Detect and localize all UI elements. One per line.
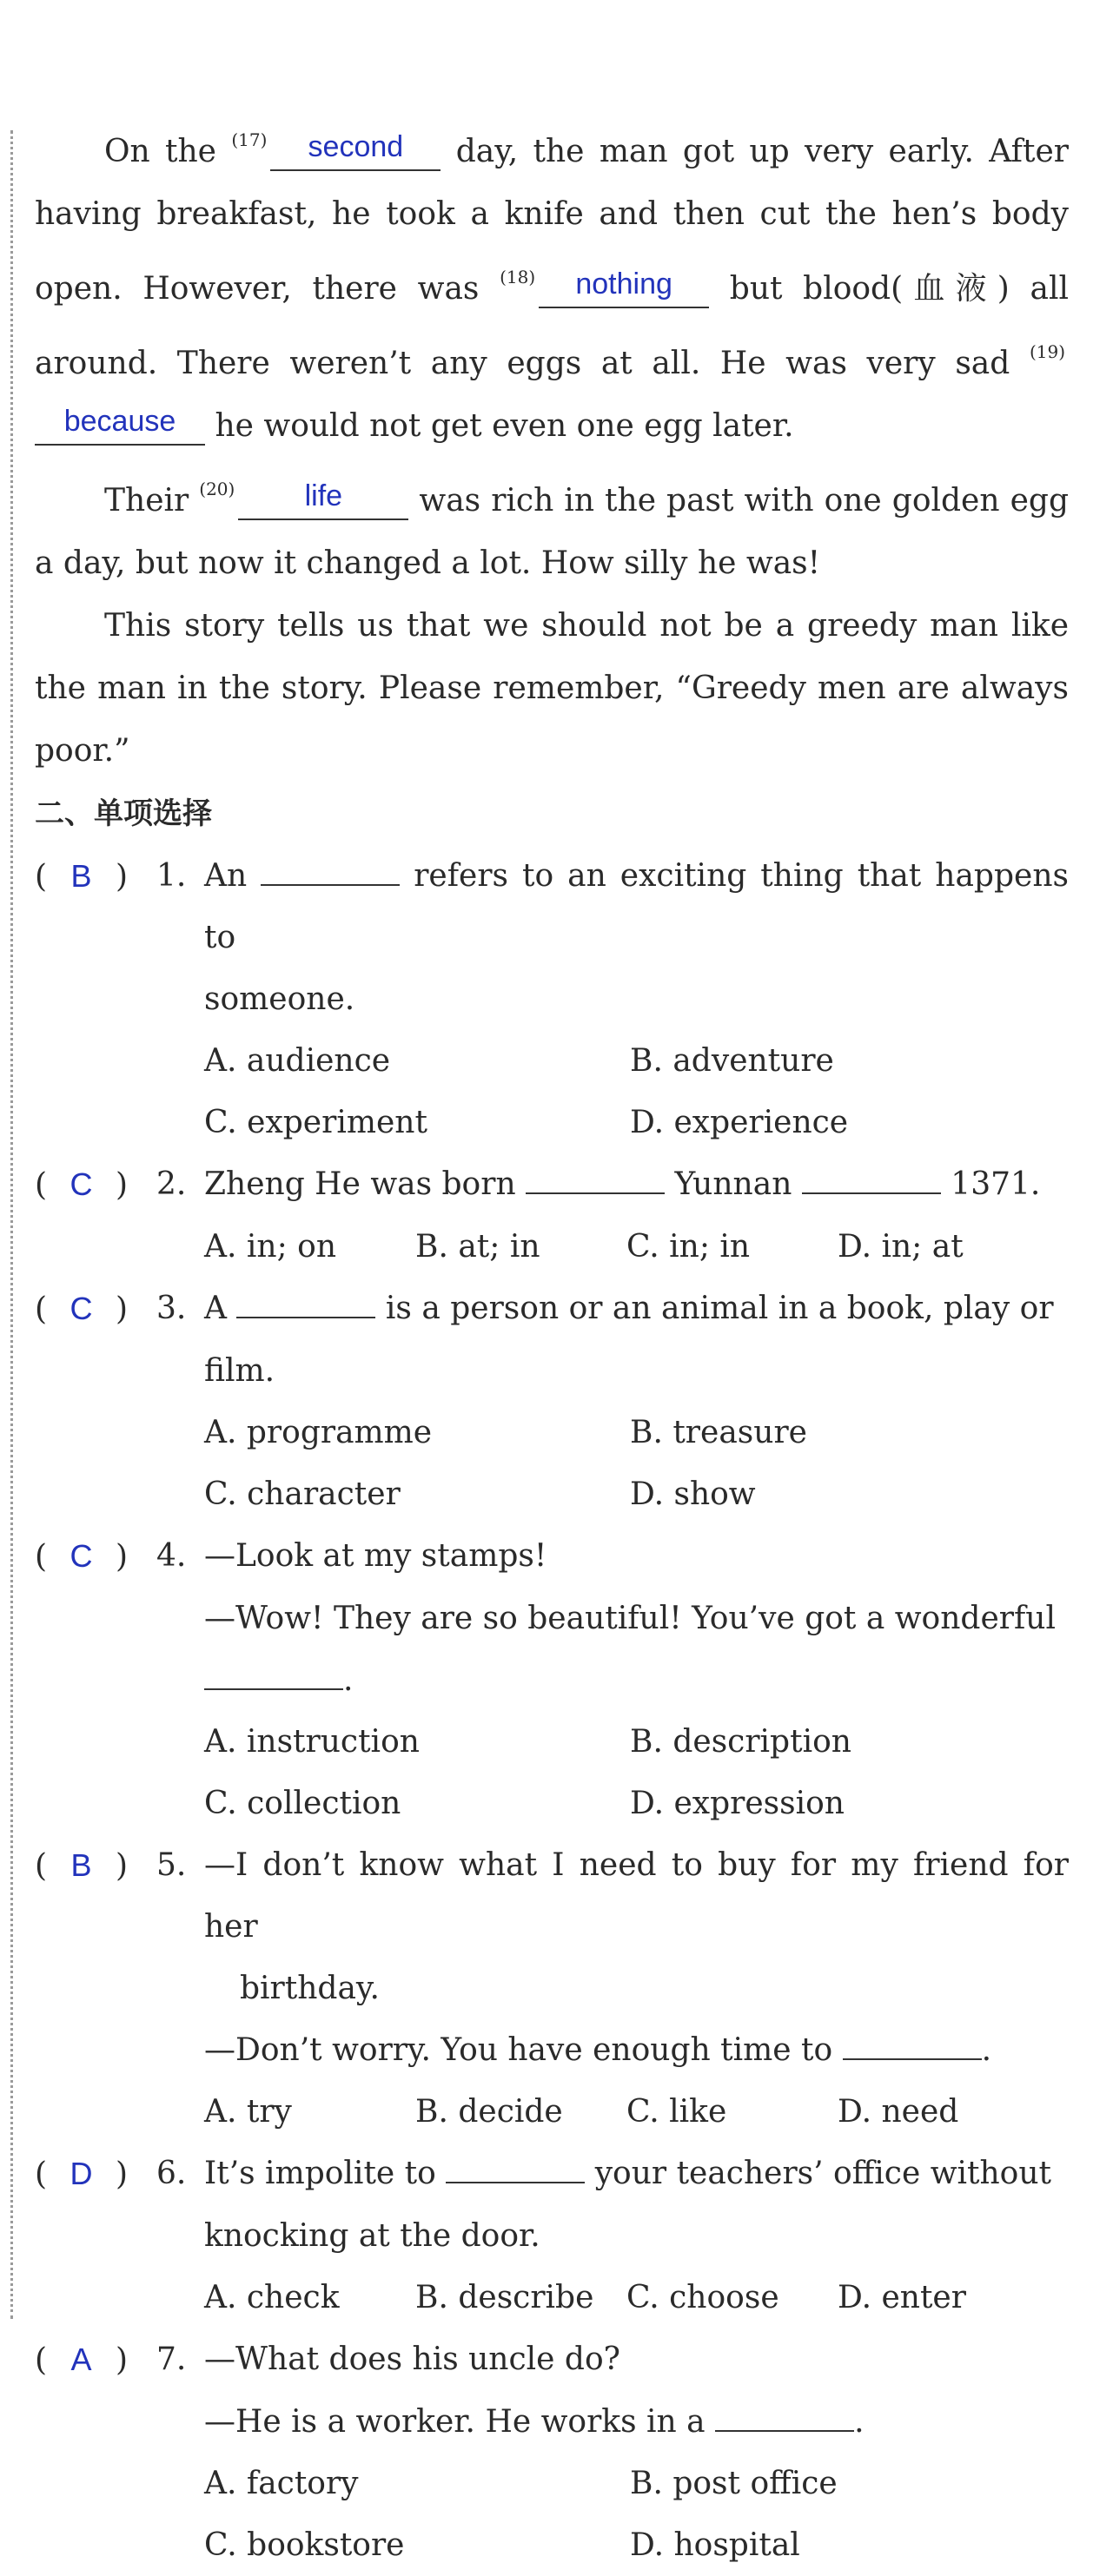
bracket-open: ( — [35, 1848, 48, 1884]
answer-letter: D — [70, 2156, 93, 2191]
answer-letter: C — [70, 1538, 93, 1574]
blank-number-19: (19) — [1029, 341, 1065, 362]
question-3 — [35, 1278, 1069, 1340]
question-number: 6. — [156, 2156, 187, 2191]
option-b: B. treasure — [630, 1415, 807, 1450]
blank-line — [261, 858, 400, 886]
blank-number-18: (18) — [500, 267, 536, 287]
options-row — [204, 1711, 1069, 1773]
bracket-close: ) — [115, 1291, 128, 1327]
text: . — [981, 2032, 992, 2068]
option-c: C. experiment — [204, 1105, 427, 1140]
option-b: B. decide — [415, 2094, 563, 2130]
option-a: A. try — [204, 2094, 292, 2130]
option-b: B. adventure — [630, 1043, 834, 1079]
text: 1371. — [951, 1166, 1041, 1202]
text: was rich in the past with one golden egg a day, but now it changed a lot. How silly he was! — [35, 483, 1069, 581]
question-number: 4. — [156, 1538, 187, 1574]
text: . — [854, 2404, 865, 2440]
question-stem — [204, 1153, 1069, 1216]
question-number: 2. — [156, 1166, 187, 1202]
question-number: 7. — [156, 2342, 187, 2377]
question-stem: —Look at my stamps! — [204, 1538, 547, 1574]
blank-line — [843, 2032, 982, 2060]
blank-18 — [539, 268, 709, 308]
options-row — [204, 2267, 1069, 2328]
cloze-paragraph-3 — [35, 595, 1069, 783]
question-stem-continued: someone. — [204, 981, 355, 1017]
blank-17 — [270, 130, 441, 171]
option-a: A. audience — [204, 1043, 391, 1079]
option-a: A. in; on — [204, 1229, 337, 1265]
bracket-open: ( — [35, 2157, 48, 2192]
question-stem-continued: film. — [204, 1353, 275, 1389]
blank-line — [446, 2156, 585, 2183]
bracket-open: ( — [35, 1167, 48, 1203]
blank-number-17: (17) — [231, 129, 268, 150]
options-row — [204, 1463, 1069, 1525]
question-4 — [35, 1525, 1069, 1588]
text: is a person or an animal in a book, play or — [385, 1291, 1054, 1326]
bracket-close: ) — [115, 1848, 128, 1884]
answer-bracket — [35, 2143, 156, 2205]
text: This story tells us that we should not be a greedy man like the man in the story. Please remember, “Greedy men are always poor.” — [35, 608, 1069, 769]
blank-20 — [238, 479, 408, 520]
question-stem-continued: knocking at the door. — [204, 2218, 540, 2254]
options-row — [204, 2453, 1069, 2514]
bracket-close: ) — [115, 2342, 128, 2378]
option-d: D. hospital — [630, 2527, 800, 2563]
question-stem-continued: birthday. — [240, 1971, 380, 2006]
answer-17: second — [308, 130, 404, 163]
option-d: D. enter — [838, 2280, 966, 2315]
answer-letter: B — [70, 1847, 92, 1883]
blank-line — [204, 1662, 343, 1690]
answer-19: because — [63, 405, 176, 438]
question-number: 1. — [156, 858, 187, 894]
question-6 — [35, 2143, 1069, 2205]
question-stem — [204, 1278, 1069, 1340]
bracket-open: ( — [35, 1291, 48, 1327]
text: —He is a worker. He works in a — [204, 2404, 706, 2440]
question-2 — [35, 1153, 1069, 1216]
text: It’s impolite to — [204, 2156, 436, 2191]
bracket-open: ( — [35, 2342, 48, 2378]
option-a: A. instruction — [204, 1724, 420, 1760]
dialogue-line — [204, 1649, 1069, 1711]
option-a: A. factory — [204, 2466, 359, 2501]
text: Zheng He was born — [204, 1166, 516, 1202]
question-stem: —I don’t know what I need to buy for my friend for her — [204, 1847, 1069, 1945]
option-d: D. experience — [630, 1105, 849, 1140]
bracket-open: ( — [35, 859, 48, 895]
text: An — [204, 858, 248, 894]
answer-bracket — [35, 1834, 156, 1958]
option-c: C. like — [626, 2094, 727, 2130]
options-row — [204, 1773, 1069, 1834]
bracket-close: ) — [115, 859, 128, 895]
option-a: A. check — [204, 2280, 340, 2315]
blank-line — [236, 1291, 375, 1318]
option-d: D. expression — [630, 1786, 845, 1821]
text: . — [343, 1662, 354, 1698]
answer-letter: B — [70, 858, 92, 894]
options-row — [204, 1092, 1069, 1153]
question-number: 5. — [156, 1847, 187, 1883]
option-b: B. post office — [630, 2466, 838, 2501]
cloze-paragraph-2 — [35, 458, 1069, 595]
option-c: C. bookstore — [204, 2527, 405, 2563]
option-d: D. need — [838, 2094, 959, 2130]
option-b: B. describe — [415, 2280, 594, 2315]
option-c: C. choose — [626, 2280, 779, 2315]
question-1 — [35, 845, 1069, 968]
text: Their — [104, 483, 189, 519]
answer-18: nothing — [575, 268, 672, 301]
blank-line — [802, 1166, 941, 1194]
options-row — [204, 1402, 1069, 1463]
cloze-paragraph-1 — [35, 109, 1069, 458]
answer-bracket — [35, 1525, 156, 1588]
answer-letter: C — [70, 1291, 93, 1326]
question-5 — [35, 1834, 1069, 1958]
blank-line — [715, 2404, 854, 2432]
option-d: D. show — [630, 1476, 756, 1512]
bracket-close: ) — [115, 1167, 128, 1203]
option-c: C. collection — [204, 1786, 401, 1821]
text: On the — [104, 134, 216, 169]
options-row — [204, 2081, 1069, 2143]
question-number: 3. — [156, 1291, 187, 1326]
blank-19 — [35, 405, 205, 446]
answer-bracket — [35, 2328, 156, 2391]
answer-bracket — [35, 1278, 156, 1340]
answer-letter: C — [70, 1166, 93, 1202]
section-title: 二、单项选择 — [35, 796, 212, 831]
question-stem — [204, 845, 1069, 968]
dialogue-line — [204, 2019, 1069, 2081]
dialogue-line: —Wow! They are so beautiful! You’ve got a wonderful — [204, 1601, 1056, 1636]
option-a: A. programme — [204, 1415, 433, 1450]
answer-20: life — [304, 479, 343, 512]
text: day, the man got up very early. After having breakfast, he took a knife and then cut the hen’s body open. However, there was — [35, 134, 1069, 307]
option-b: B. description — [630, 1724, 851, 1760]
answer-letter: A — [70, 2342, 92, 2377]
text: but blood(血液) all around. There weren’t any eggs at all. He was very sad — [35, 271, 1069, 381]
bracket-close: ) — [115, 2157, 128, 2192]
worksheet-content — [35, 109, 1069, 2576]
bracket-close: ) — [115, 1539, 128, 1575]
option-b: B. at; in — [415, 1229, 540, 1265]
text: refers to an exciting thing that happens to — [204, 858, 1069, 955]
option-d: D. in; at — [838, 1229, 964, 1265]
question-stem — [204, 2143, 1069, 2205]
question-7 — [35, 2328, 1069, 2391]
text: A — [204, 1291, 227, 1326]
text: your teachers’ office without — [594, 2156, 1052, 2191]
question-stem: —What does his uncle do? — [204, 2342, 620, 2377]
dialogue-line — [204, 2391, 1069, 2453]
text: Yunnan — [674, 1166, 792, 1202]
text: he would not get even one egg later. — [215, 408, 794, 444]
option-c: C. in; in — [626, 1229, 751, 1265]
binding-margin-dotted-line — [10, 130, 13, 2319]
options-row — [204, 2514, 1069, 2576]
blank-number-20: (20) — [199, 479, 235, 499]
text: —Don’t worry. You have enough time to — [204, 2032, 833, 2068]
option-c: C. character — [204, 1476, 401, 1512]
options-row — [204, 1030, 1069, 1092]
answer-bracket — [35, 845, 156, 968]
blank-line — [526, 1166, 665, 1194]
answer-bracket — [35, 1153, 156, 1216]
bracket-open: ( — [35, 1539, 48, 1575]
options-row — [204, 1216, 1069, 1278]
